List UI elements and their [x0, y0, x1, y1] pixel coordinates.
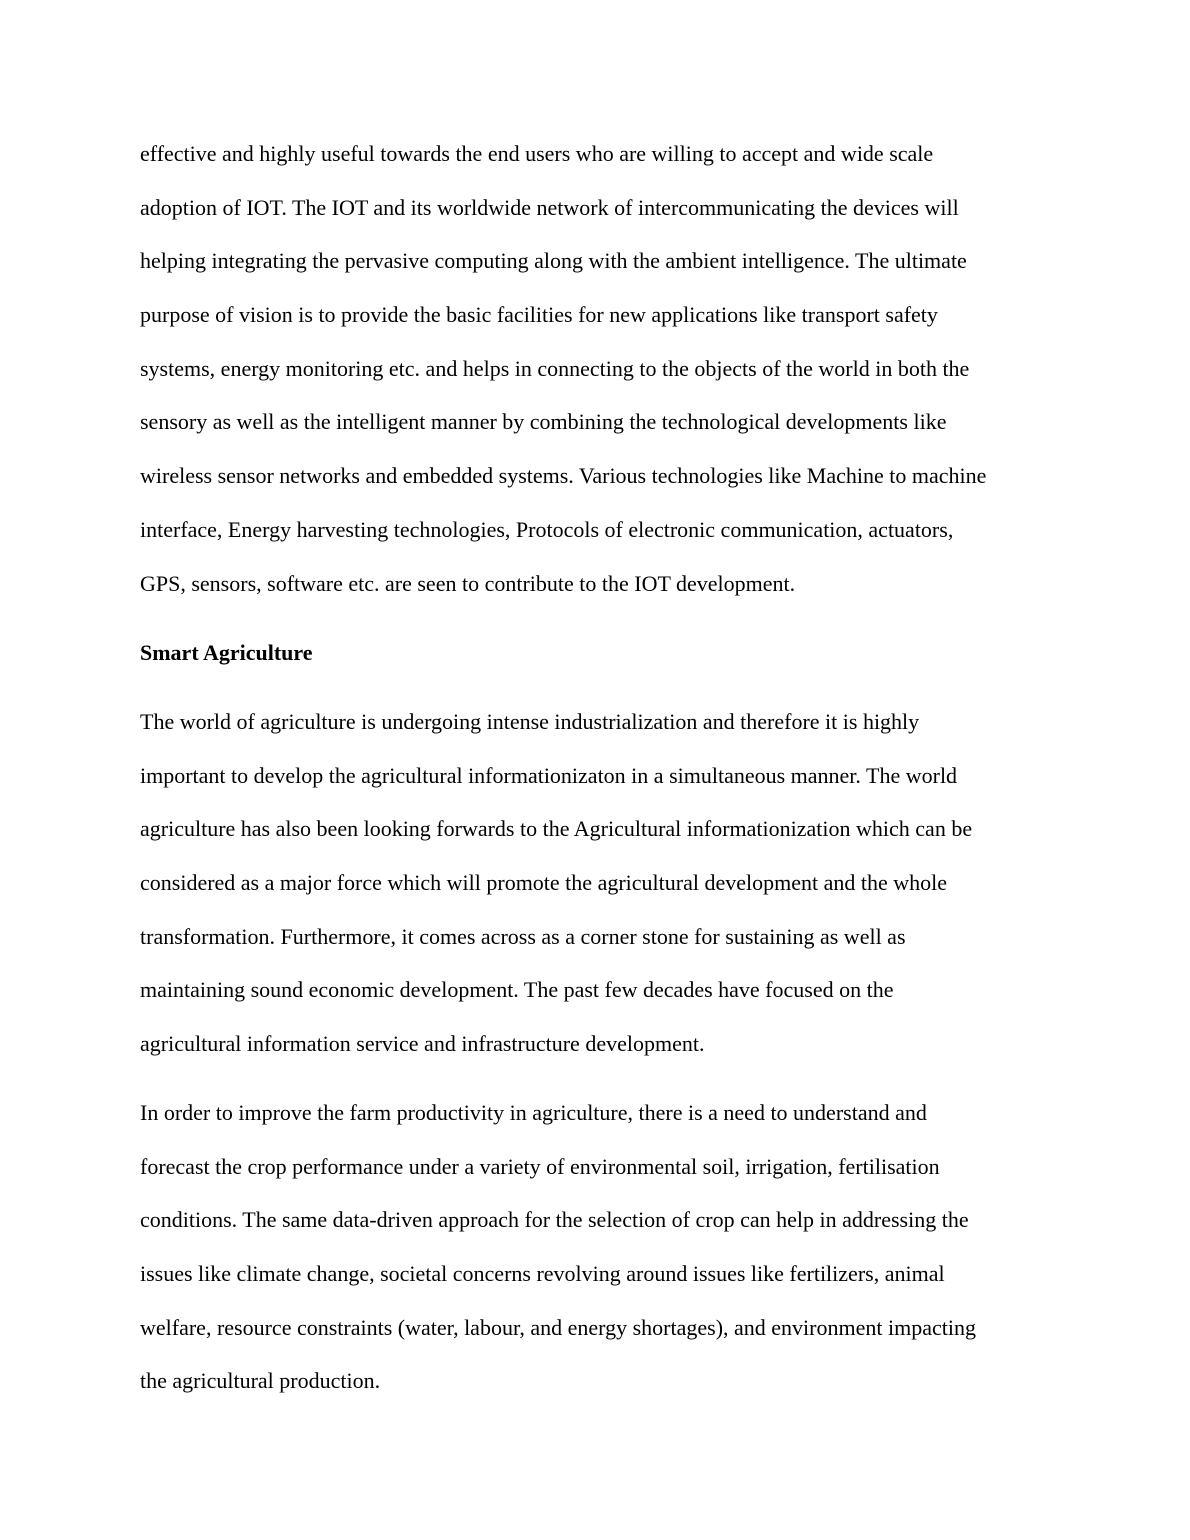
text-line: forecast the crop performance under a variety of environmental soil, irrigation, fertilisation — [140, 1153, 940, 1179]
section-heading: Smart Agriculture — [140, 640, 313, 665]
text-line: systems, energy monitoring etc. and helps in connecting to the objects of the world in both the — [140, 355, 970, 381]
paragraph-iot-vision — [140, 143, 1060, 626]
text-line: agricultural information service and infrastructure development. — [140, 1031, 705, 1057]
text-line: transformation. Furthermore, it comes across as a corner stone for sustaining as well as — [140, 923, 906, 949]
text-line: agriculture has also been looking forwards to the Agricultural informationization which can be — [140, 816, 973, 842]
text-line: effective and highly useful towards the end users who are willing to accept and wide scale — [140, 141, 934, 166]
text-line: In order to improve the farm productivity in agriculture, there is a need to understand and — [140, 1100, 927, 1125]
text-line: issues like climate change, societal concerns revolving around issues like fertilizers, animal — [140, 1261, 945, 1287]
text-line: wireless sensor networks and embedded systems. Various technologies like Machine to machine — [140, 463, 987, 489]
text-line: purpose of vision is to provide the basic facilities for new applications like transport safety — [140, 302, 938, 328]
text-line: important to develop the agricultural informationizaton in a simultaneous manner. The world — [140, 762, 958, 788]
text-line: The world of agriculture is undergoing intense industrialization and therefore it is highly — [140, 709, 920, 734]
paragraph-agriculture-informationization — [140, 711, 1060, 1087]
text-line: the agricultural production. — [140, 1368, 381, 1394]
text-line: helping integrating the pervasive computing along with the ambient intelligence. The ultimate — [140, 248, 967, 274]
text-line: GPS, sensors, software etc. are seen to contribute to the IOT development. — [140, 570, 796, 596]
text-line: sensory as well as the intelligent manner by combining the technological developments like — [140, 409, 947, 435]
text-line: adoption of IOT. The IOT and its worldwide network of intercommunicating the devices will — [140, 194, 959, 220]
text-line: conditions. The same data-driven approach for the selection of crop can help in addressing the — [140, 1207, 969, 1233]
text-line: welfare, resource constraints (water, labour, and energy shortages), and environment impacting — [140, 1314, 976, 1340]
text-line: considered as a major force which will promote the agricultural development and the whole — [140, 870, 947, 896]
text-line: interface, Energy harvesting technologies, Protocols of electronic communication, actuators, — [140, 516, 954, 542]
paragraph-farm-productivity — [140, 1102, 1060, 1424]
text-line: maintaining sound economic development. The past few decades have focused on the — [140, 977, 894, 1003]
